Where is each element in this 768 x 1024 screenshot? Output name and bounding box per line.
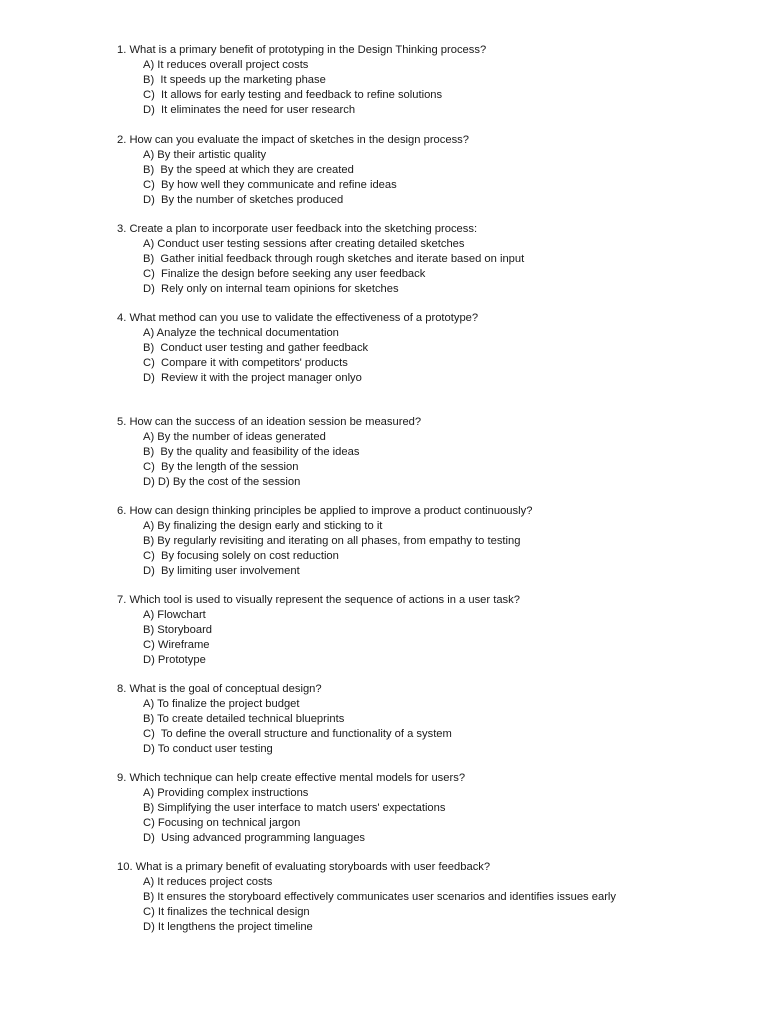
question-6 [117,504,737,579]
answer-option-c: C) By how well they communicate and refine ideas [143,178,397,191]
answer-option-a: A) Conduct user testing sessions after creating detailed sketches [143,238,465,250]
answer-option-c: C) Compare it with competitors' products [143,356,348,369]
answer-option-d: D) Prototype [143,653,206,666]
question-text: 9. Which technique can help create effective mental models for users? [117,772,466,784]
answer-option-a: A) To finalize the project budget [143,698,300,710]
question-5 [117,415,737,490]
answer-option-d: D) It eliminates the need for user research [143,103,356,116]
question-text: 7. Which tool is used to visually represent the sequence of actions in a user task? [117,594,520,606]
question-text: 10. What is a primary benefit of evaluating storyboards with user feedback? [117,861,491,873]
answer-option-a: A) Flowchart [143,609,206,621]
answer-option-d: D) Using advanced programming languages [143,831,366,844]
answer-option-c: C) By focusing solely on cost reduction [143,549,339,562]
answer-option-b: B) By the speed at which they are created [143,163,354,176]
question-10 [117,860,737,935]
question-2 [117,133,737,208]
answer-option-b: B) By the quality and feasibility of the ideas [143,445,360,458]
answer-option-a: A) Analyze the technical documentation [143,327,339,339]
question-text: 2. How can you evaluate the impact of sketches in the design process? [117,134,469,146]
answer-option-a: A) It reduces project costs [143,876,273,888]
answer-option-d: D) To conduct user testing [143,742,273,755]
answer-option-b: B) By regularly revisiting and iterating on all phases, from empathy to testing [143,534,521,547]
question-text: 4. What method can you use to validate the effectiveness of a prototype? [117,312,479,324]
question-7 [117,593,737,668]
answer-option-c: C) To define the overall structure and functionality of a system [143,727,452,740]
answer-option-c: C) It finalizes the technical design [143,905,310,918]
answer-option-c: C) By the length of the session [143,460,299,473]
question-8 [117,682,737,757]
answer-option-a: A) By finalizing the design early and sticking to it [143,520,383,532]
answer-option-c: C) It allows for early testing and feedback to refine solutions [143,88,443,101]
answer-option-d: D) Rely only on internal team opinions for sketches [143,282,399,295]
answer-option-b: B) Conduct user testing and gather feedback [143,341,369,354]
answer-option-b: B) To create detailed technical blueprints [143,712,345,725]
answer-option-d: D) By the number of sketches produced [143,193,344,206]
answer-option-a: A) By their artistic quality [143,149,267,161]
answer-option-d: D) It lengthens the project timeline [143,920,313,933]
question-4 [117,311,737,386]
question-text: 1. What is a primary benefit of prototyping in the Design Thinking process? [117,44,487,56]
answer-option-c: C) Finalize the design before seeking any user feedback [143,267,426,280]
answer-option-c: C) Focusing on technical jargon [143,816,301,829]
answer-option-d: D) By limiting user involvement [143,564,300,577]
answer-option-b: B) Storyboard [143,623,213,636]
answer-option-a: A) By the number of ideas generated [143,431,326,443]
answer-option-b: B) Gather initial feedback through rough sketches and iterate based on input [143,252,525,265]
question-3 [117,222,737,297]
question-text: 5. How can the success of an ideation session be measured? [117,416,422,428]
answer-option-b: B) It ensures the storyboard effectively communicates user scenarios and identifies issues early [143,890,616,903]
answer-option-d: D) Review it with the project manager onlyo [143,371,362,384]
question-1 [117,43,737,118]
question-9 [117,771,737,846]
answer-option-c: C) Wireframe [143,638,210,651]
question-text: 6. How can design thinking principles be applied to improve a product continuously? [117,505,533,517]
answer-option-d: D) D) By the cost of the session [143,475,301,488]
answer-option-a: A) It reduces overall project costs [143,59,309,71]
answer-option-b: B) It speeds up the marketing phase [143,73,326,86]
answer-option-b: B) Simplifying the user interface to match users' expectations [143,801,446,814]
question-text: 8. What is the goal of conceptual design? [117,683,322,695]
question-text: 3. Create a plan to incorporate user feedback into the sketching process: [117,223,478,235]
answer-option-a: A) Providing complex instructions [143,787,309,799]
